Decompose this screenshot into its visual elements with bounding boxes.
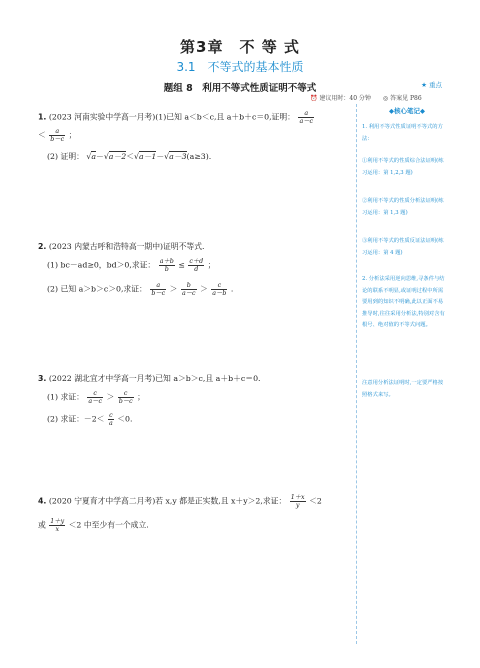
side-notes-column xyxy=(356,104,457,644)
greater-than-sign: ＞ xyxy=(169,284,178,294)
question-4-cont xyxy=(38,518,149,533)
fraction: $\frac{b}{a-c}$ xyxy=(181,282,196,297)
fraction: $\frac{a}{a-c}$ xyxy=(299,110,314,125)
question-text: (2) 求证：－2＜ xyxy=(47,414,105,424)
fraction: $\frac{1+y}{x}$ xyxy=(50,518,65,533)
fraction: $\frac{c}{a-b}$ xyxy=(212,282,227,297)
side-note: ②利用不等式的性质分析法证明(练习运用：第 1,3 题) xyxy=(362,198,444,216)
question-text: ＜2 xyxy=(309,496,322,506)
question-2 xyxy=(38,240,205,253)
side-note: 2. 分析法采用逆向思维,寻条件与结论的联系不明显,或证明过程中所需要用到的知识不明确,此以正面不易推导时,往往采用分析法,特别对含有根号、绝对值的不等式问题。 xyxy=(362,276,445,328)
question-text: 或 xyxy=(38,520,46,530)
question-number: 2. xyxy=(38,242,47,251)
fraction: $\frac{a}{b-c}$ xyxy=(151,282,166,297)
punctuation: ； xyxy=(68,130,77,140)
question-text: ＜2 中至少有一个成立. xyxy=(68,520,149,530)
question-3-part-2 xyxy=(47,412,132,427)
side-note: ①利用不等式的性质综合法证明(练习运用：第 1,2,3 题) xyxy=(362,158,444,176)
question-text: ＜0. xyxy=(117,414,133,424)
question-text: (2) 已知 a＞b＞c＞0,求证： xyxy=(47,284,147,294)
question-text: (1) bc－ad≥0，bd＞0,求证： xyxy=(47,260,156,270)
fraction: $\frac{a+b}{b}$ xyxy=(159,258,174,273)
leq-sign: ≤ xyxy=(178,260,185,270)
punctuation: ； xyxy=(207,260,216,270)
question-2-part-2 xyxy=(47,282,233,297)
fraction: $\frac{a}{b-c}$ xyxy=(50,128,65,143)
question-text: (2023 河南实验中学高一月考)(1)已知 a＜b＜c,且 a＋b＋c＝0,证明： xyxy=(48,112,295,122)
side-notes-title: ◆核心笔记◆ xyxy=(389,107,425,115)
question-1-part-2 xyxy=(47,150,211,163)
side-note: 注意用分析法证明时,一定要严格按照格式来写。 xyxy=(362,380,444,398)
side-note: 1. 利用不等式性质证明不等式的方法： xyxy=(362,124,443,142)
question-text: (2020 宁夏育才中学高二月考)若 x,y 都是正实数,且 x＋y＞2,求证： xyxy=(48,496,287,506)
fraction: $\frac{c+d}{d}$ xyxy=(189,258,204,273)
question-number: 1. xyxy=(38,112,47,122)
greater-than-sign: ＞ xyxy=(200,284,208,294)
less-than-sign: ＜ xyxy=(38,130,46,140)
time-answer-info: ⏰ 建议用时：40 分钟 ◎ 答案见 P86 xyxy=(310,95,422,102)
question-text: (2023 内蒙古呼和浩特高一期中)证明不等式. xyxy=(48,242,205,251)
fraction: $\frac{c}{b-c}$ xyxy=(118,390,133,405)
question-text: (2) 证明： xyxy=(47,152,84,161)
question-text: (1) 求证： xyxy=(47,392,84,402)
question-1-cont xyxy=(38,128,76,143)
question-text: (2022 湖北宜才中学高一月考)已知 a＞b＞c,且 a＋b＋c＝0. xyxy=(48,374,261,383)
question-number: 4. xyxy=(38,496,47,506)
fraction: $\frac{1+x}{y}$ xyxy=(290,494,305,509)
key-point-badge: ★ 重点 xyxy=(421,81,442,89)
exercise-group-title: 题组 8 利用不等式性质证明不等式 xyxy=(163,83,317,94)
question-number: 3. xyxy=(38,374,47,383)
fraction: $\frac{c}{a-c}$ xyxy=(88,390,102,405)
inequality-expression: √a－√a－2＜√a－1－√a－3(a≥3). xyxy=(86,152,212,161)
chapter-title: 第3章 不 等 式 xyxy=(180,38,300,56)
question-3-part-1 xyxy=(47,390,145,405)
question-4 xyxy=(38,494,322,509)
punctuation: . xyxy=(230,284,234,294)
question-1 xyxy=(38,110,315,125)
side-note: ③利用不等式的性质反证法证明(练习运用：第 4 题) xyxy=(362,238,444,256)
question-2-part-1 xyxy=(47,258,215,273)
section-title: 3.1 不等式的基本性质 xyxy=(176,60,304,74)
fraction: $\frac{c}{a}$ xyxy=(108,412,113,427)
question-3 xyxy=(38,372,261,385)
greater-than-sign: ＞ xyxy=(106,392,115,402)
punctuation: ； xyxy=(137,392,145,402)
